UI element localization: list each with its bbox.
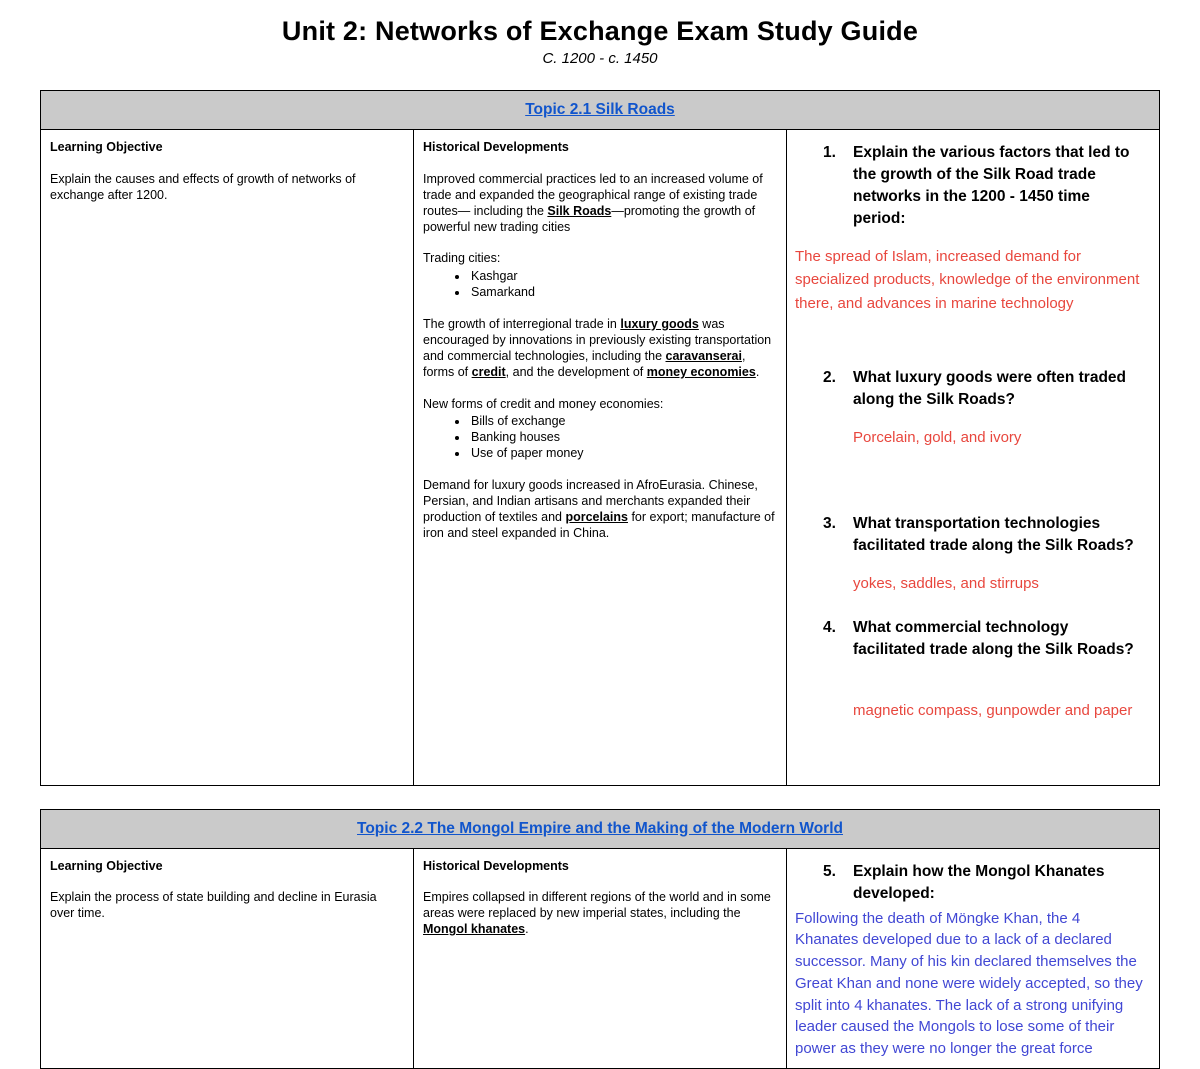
answer-text: yokes, saddles, and stirrups [853,575,1039,592]
question-answer-group [795,142,1145,315]
question-row [795,513,1145,557]
page-subtitle: C. 1200 - c. 1450 [542,50,658,67]
historical-developments-heading: Historical Developments [423,858,569,873]
text-run: was encouraged by innovations in previously existing transportation and commercial technologies, including the [423,317,772,363]
question-number: 3. [823,515,836,532]
topic-2-2-learning-objective-cell [41,848,414,1068]
question-row [795,367,1145,411]
question-number: 1. [823,144,836,161]
bullet-item: • Kashgar [469,269,777,285]
text-run: for export; manufacture of iron and steel expanded in China. [423,509,775,540]
text-run: , forms of [423,348,746,379]
historical-developments-content [423,890,777,938]
bullet-item: • Banking houses [469,430,777,446]
question-row [795,142,1145,230]
text-run: Empires collapsed in different regions of the world and in some areas were replaced by new imperial states, including the [423,890,771,921]
text-run: Trading cities: [423,251,501,266]
bullet-item: • Samarkand [469,285,777,301]
topic-2-1-learning-objective-cell [41,130,414,786]
topic-2-1-questions-cell [787,130,1160,786]
topic-2-2-body-row [41,848,1160,1068]
key-term: money economies [646,364,756,379]
text-run: Demand for luxury goods increased in AfroEurasia. Chinese, Persian, and Indian artisans and merchants expanded their production of textiles and [423,478,758,524]
topic-2-2-link[interactable]: Topic 2.2 The Mongol Empire and the Making of the Modern World [357,819,843,837]
learning-objective-heading: Learning Objective [50,140,163,154]
learning-objective-text: Explain the causes and effects of growth of networks of exchange after 1200. [50,171,356,202]
text-run: The growth of interregional trade in [423,317,621,331]
topic-2-1-historical-developments-cell [414,130,787,786]
key-term: Silk Roads [547,203,612,218]
question-text: What transportation technologies facilitated trade along the Silk Roads? [853,515,1134,554]
question-answer-group [795,513,1145,595]
question-answer-group [795,861,1145,1060]
key-term: Mongol khanates [423,922,526,937]
historical-developments-heading: Historical Developments [423,140,569,154]
bullet-item: • Use of paper money [469,446,777,462]
historical-developments-content [423,172,777,542]
paragraph [423,397,777,413]
topic-2-2-historical-developments-cell [414,848,787,1068]
topic-2-2-header-cell [41,809,1160,848]
topic-2-2-questions-cell [787,848,1160,1068]
key-term: caravanserai [665,348,742,363]
topic-2-1-table [40,90,1160,786]
text-run: New forms of credit and money economies: [423,396,664,411]
question-number: 2. [823,368,836,386]
page-title: Unit 2: Networks of Exchange Exam Study Guide [281,16,919,46]
paragraph [423,317,777,381]
text-run: —promoting the growth of powerful new trading cities [423,203,756,234]
question-text: What commercial technology facilitated trade along the Silk Roads? [853,619,1134,659]
topic-2-1-header-cell [41,91,1160,130]
paragraph [423,172,777,236]
text-run: Improved commercial practices led to an increased volume of trade and expanded the geographical range of existing trade routes— including the [423,171,763,218]
answer-text: Porcelain, gold, and ivory [853,428,1022,446]
answer-text: magnetic compass, gunpowder and paper [853,702,1133,720]
key-term: porcelains [565,509,628,524]
answer-text: Following the death of Möngke Khan, the 4 Khanates developed due to a lack of a declared successor. Many of his kin declared themselves the Great Khan and none were widely accepted, so they split into 4 khanates. The lack of a strong unifying leader caused the Mongols to lose some of their power as they were no longer the great force [795,909,1143,1057]
topic-2-1-body-row [41,130,1160,786]
bullet-list [423,414,777,462]
text-run: . [755,364,760,379]
answer-text: The spread of Islam, increased demand for specialized products, knowledge of the environment there, and advances in marine technology [795,248,1140,312]
question-row [795,617,1145,661]
paragraph [423,251,777,267]
question-number: 4. [823,619,836,637]
question-text: Explain how the Mongol Khanates developed: [853,862,1105,902]
question-answer-group [795,367,1145,449]
question-text: Explain the various factors that led to the growth of the Silk Road trade networks in the 1200 - 1450 time period: [853,144,1130,227]
learning-objective-text: Explain the process of state building and decline in Eurasia over time. [50,890,377,921]
paragraph [423,478,777,542]
bullet-item: • Bills of exchange [469,414,777,430]
text-run: , and the development of [505,364,647,379]
question-answer-group [795,617,1145,722]
question-number: 5. [823,862,836,880]
topic-2-1-header-row [41,91,1160,130]
topic-2-1-link[interactable]: Topic 2.1 Silk Roads [525,101,675,118]
question-row [795,861,1145,905]
topic-2-2-table [40,809,1160,1069]
paragraph [423,890,777,938]
learning-objective-heading: Learning Objective [50,858,163,873]
question-text: What luxury goods were often traded along the Silk Roads? [853,368,1126,408]
key-term: credit [471,364,506,379]
bullet-list [423,269,777,301]
topic-2-2-header-row [41,809,1160,848]
key-term: luxury goods [620,317,699,331]
text-run: . [525,922,529,937]
